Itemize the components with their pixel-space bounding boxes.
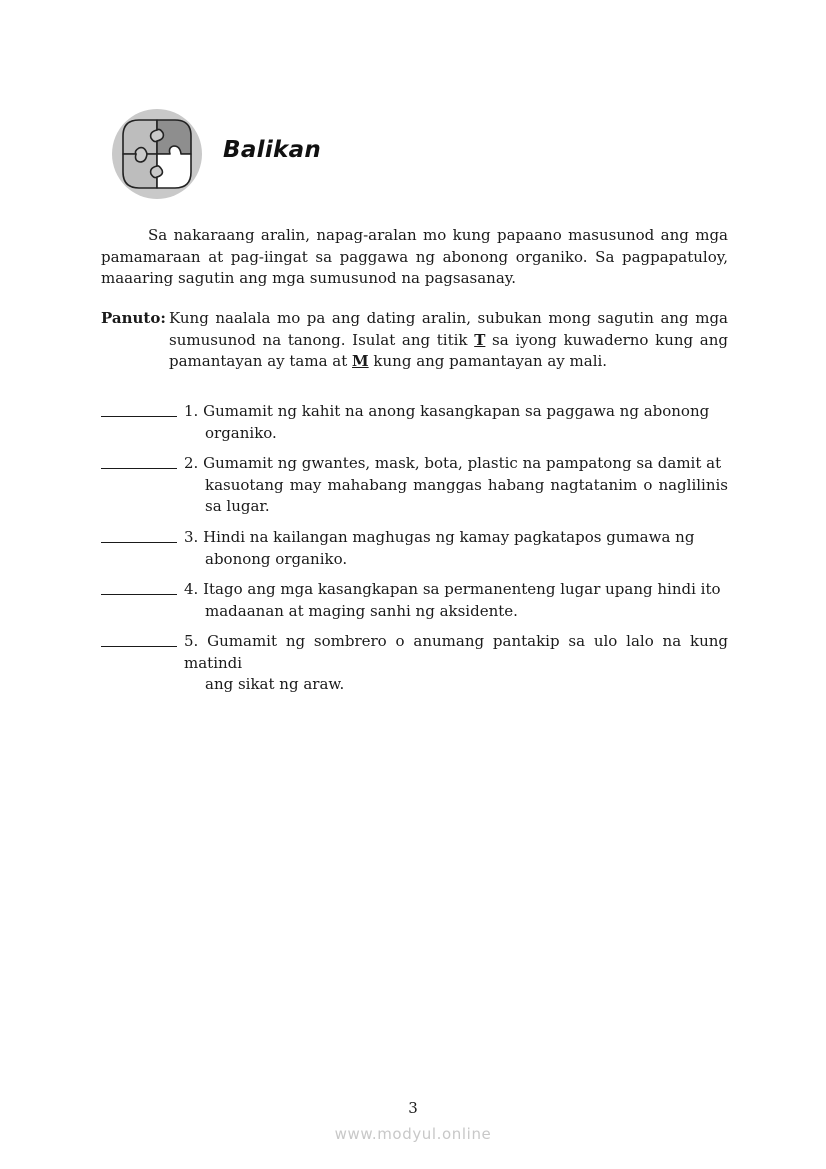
question-line1: Gumamit ng kahit na anong kasangkapan sa paggawa ng abonong — [203, 402, 710, 420]
page-number: 3 — [408, 1099, 418, 1117]
watermark: www.modyul.online — [334, 1125, 492, 1143]
question-line2: ang sikat ng araw. — [205, 675, 345, 693]
question-text — [184, 401, 728, 444]
question-number: 5. — [184, 632, 199, 650]
question-item-3 — [101, 527, 728, 570]
letter-t: T — [474, 330, 486, 349]
question-line1: Gumamit ng gwantes, mask, bota, plastic na pampatong sa damit at — [203, 454, 722, 472]
question-item-4 — [101, 579, 728, 622]
panuto-text-2: sa iyong kuwaderno kung ang pamantayan ay tama at — [169, 330, 728, 370]
question-line1: Itago ang mga kasangkapan sa permanenteng lugar upang hindi ito — [203, 580, 721, 598]
question-line2: organiko. — [205, 423, 277, 442]
question-number: 3. — [184, 528, 199, 546]
question-item-2 — [101, 453, 728, 518]
question-number: 2. — [184, 454, 199, 472]
letter-m: M — [352, 352, 369, 370]
panuto-text-3: kung ang pamantayan ay mali. — [373, 352, 608, 370]
question-line2: madaanan at maging sanhi ng aksidente. — [205, 601, 518, 620]
question-number: 4. — [184, 580, 199, 598]
answer-blank-3[interactable] — [101, 527, 177, 543]
panuto-label: Panuto: — [101, 309, 166, 327]
question-line2: abonong organiko. — [205, 549, 348, 568]
answer-blank-5[interactable] — [101, 631, 177, 647]
question-item-5 — [101, 631, 728, 696]
question-line2: kasuotang may mahabang manggas habang nagtatanim o naglilinis sa lugar. — [205, 475, 728, 515]
section-title: Balikan — [223, 137, 322, 163]
question-line1: Gumamit ng sombrero o anumang pantakip sa ulo lalo na kung matindi — [184, 632, 728, 672]
answer-blank-4[interactable] — [101, 579, 177, 595]
panuto-text-1: Kung naalala mo pa ang dating aralin, subukan mong sagutin ang mga sumusunod na tanong. Isulat ang titik — [169, 309, 728, 349]
question-text — [184, 579, 728, 622]
answer-blank-1[interactable] — [101, 401, 177, 417]
question-text — [184, 453, 728, 518]
intro-paragraph: Sa nakaraang aralin, napag-aralan mo kung papaano masusunod ang mga pamamaraan at pag-iingat sa paggawa ng abonong organiko. Sa pagpapatuloy, maaaring sagutin ang mga sumusunod na pagsasanay. — [101, 226, 728, 287]
question-text — [184, 631, 728, 696]
question-number: 1. — [184, 402, 199, 420]
question-item-1 — [101, 401, 728, 444]
question-line1: Hindi na kailangan maghugas ng kamay pagkatapos gumawa ng — [203, 528, 695, 546]
panuto-body — [169, 308, 728, 373]
answer-blank-2[interactable] — [101, 453, 177, 469]
puzzle-icon — [111, 108, 203, 200]
panuto-instructions — [101, 308, 728, 373]
question-text — [184, 527, 728, 570]
